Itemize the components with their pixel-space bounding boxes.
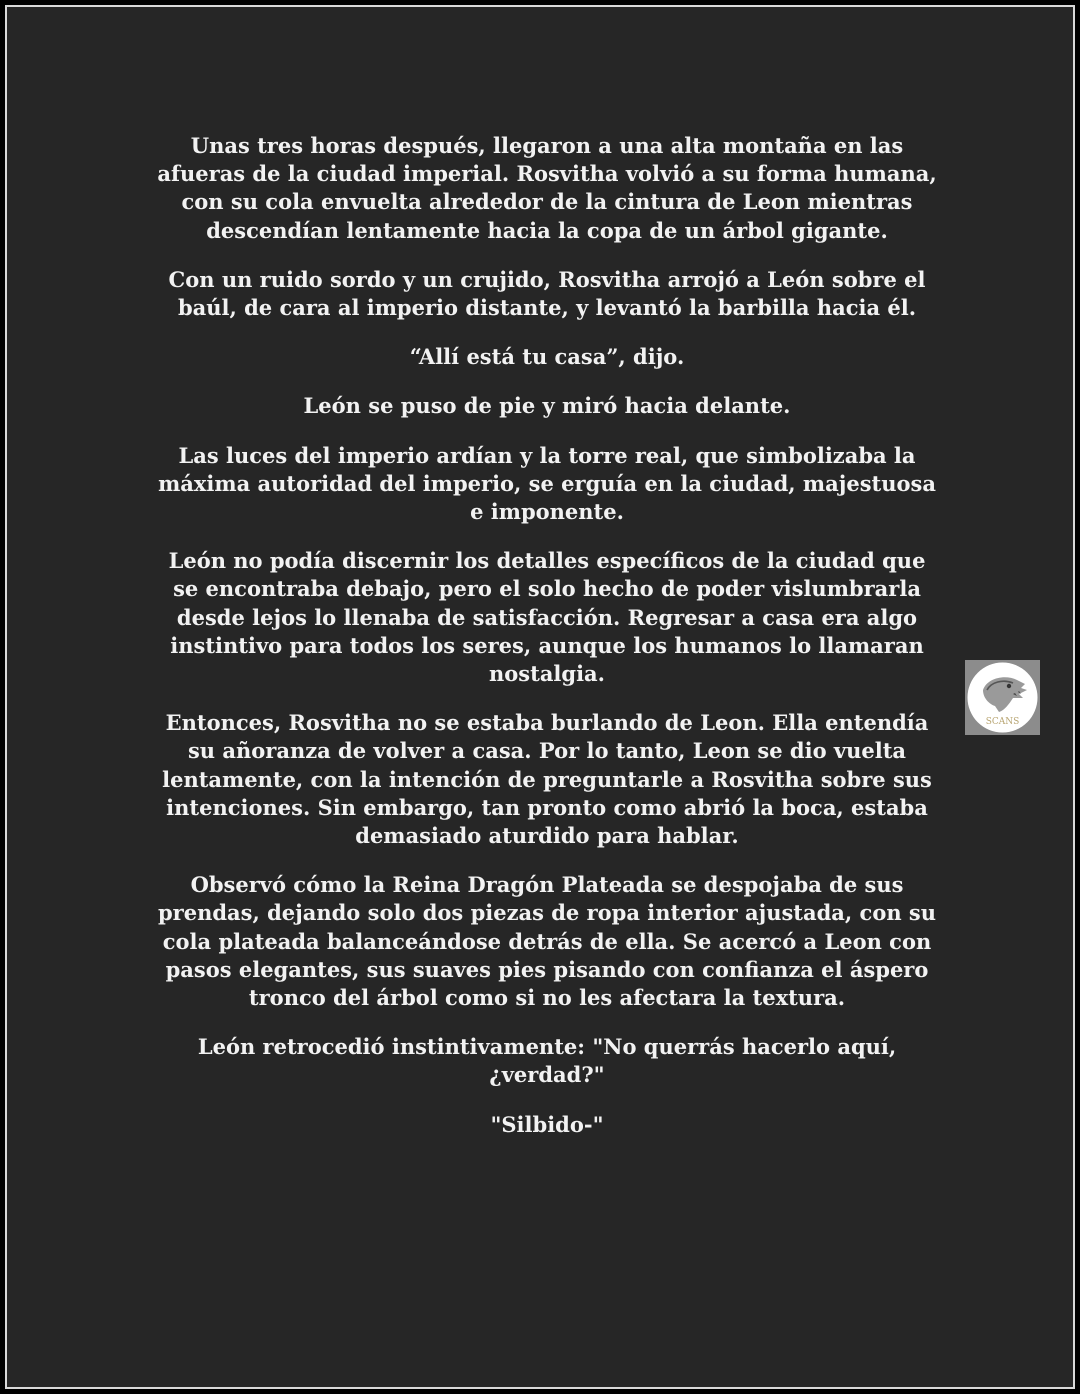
paragraph-5: Las luces del imperio ardían y la torre real, que simbolizaba la máxima autoridad del imperio, se erguía en la ciudad, majestuosa e imponente. [158, 442, 936, 525]
scans-logo [965, 660, 1040, 735]
page-frame [5, 5, 1075, 1389]
paragraph-9: León retrocedió instintivamente: "No querrás hacerlo aquí, ¿verdad?" [197, 1034, 897, 1088]
paragraph-4: León se puso de pie y miró hacia delante. [303, 393, 791, 419]
story-text [157, 132, 937, 1160]
paragraph-2: Con un ruido sordo y un crujido, Rosvitha arrojó a León sobre el baúl, de cara al imperio distante, y levantó la barbilla hacia él. [168, 266, 926, 321]
paragraph-6: León no podía discernir los detalles específicos de la ciudad que se encontraba debajo, pero el solo hecho de poder vislumbrarla desde lejos lo llenaba de satisfacción. Regresar a casa era algo instintivo para todos los seres, aunque los humanos lo llamaran nostalgia. [168, 548, 926, 687]
paragraph-3: “Allí está tu casa”, dijo. [409, 344, 685, 370]
paragraph-8: Observó cómo la Reina Dragón Plateada se despojaba de sus prendas, dejando solo dos piezas de ropa interior ajustada, con su cola plateada balanceándose detrás de ella. Se acercó a Leon con pasos elegantes, sus suaves pies pisando con confianza el áspero tronco del árbol como si no les afectara la textura. [157, 872, 936, 1011]
paragraph-7: Entonces, Rosvitha no se estaba burlando de Leon. Ella entendía su añoranza de volver a casa. Por lo tanto, Leon se dio vuelta lentamente, con la intención de preguntarle a Rosvitha sobre sus intenciones. Sin embargo, tan pronto como abrió la boca, estaba demasiado aturdido para hablar. [162, 710, 932, 849]
logo-text: SCANS [985, 717, 1020, 727]
paragraph-1: Unas tres horas después, llegaron a una alta montaña en las afueras de la ciudad imperial. Rosvitha volvió a su forma humana, con su cola envuelta alrededor de la cintura de Leon mientras descendían lentamente hacia la copa de un árbol gigante. [157, 133, 937, 243]
paragraph-10: "Silbido-" [490, 1111, 604, 1137]
dinosaur-logo-icon [965, 660, 1040, 735]
